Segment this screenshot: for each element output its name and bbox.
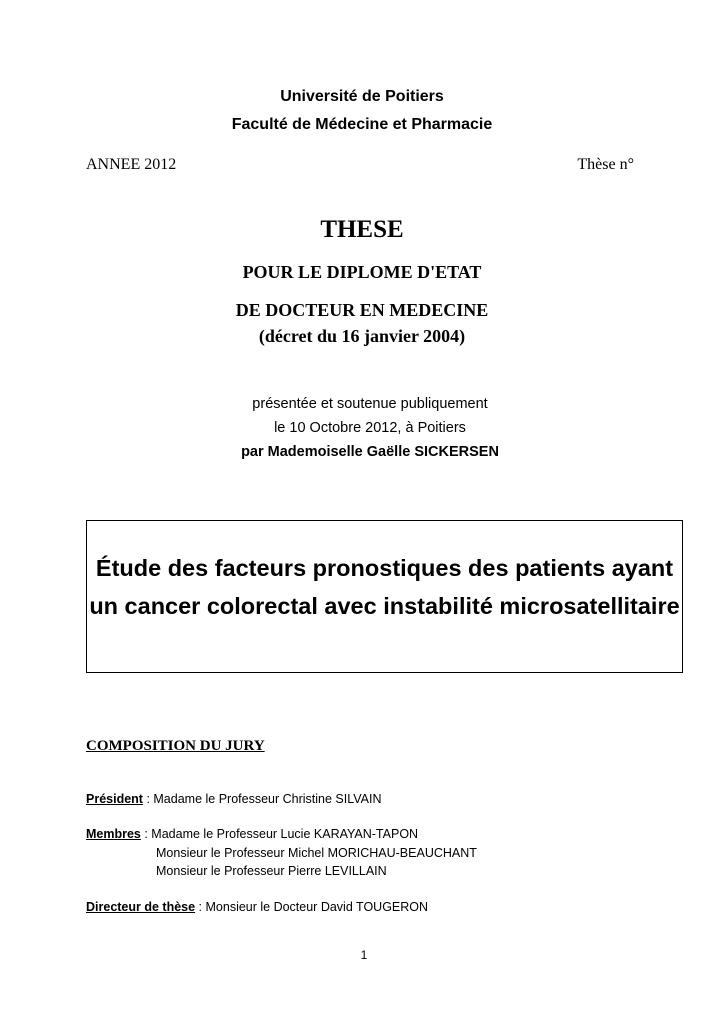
members-label: Membres xyxy=(86,827,141,841)
diploma-line-1: POUR LE DIPLOME D'ETAT xyxy=(242,262,482,282)
member-3: Monsieur le Professeur Pierre LEVILLAIN xyxy=(156,864,387,878)
president-label: Président xyxy=(86,792,143,806)
jury-members xyxy=(86,827,418,841)
president-name: : Madame le Professeur Christine SILVAIN xyxy=(142,792,382,806)
director-label: Directeur de thèse xyxy=(86,900,196,914)
university-name: Université de Poitiers xyxy=(280,88,444,105)
thesis-title-box xyxy=(86,520,683,673)
jury-president xyxy=(86,792,382,806)
jury-heading: COMPOSITION DU JURY xyxy=(86,738,265,754)
jury-director xyxy=(86,900,428,914)
director-name: : Monsieur le Docteur David TOUGERON xyxy=(195,900,429,914)
thesis-title-line-2: un cancer colorectal avec instabilité microsatellitaire xyxy=(89,593,680,619)
member-1: : Madame le Professeur Lucie KARAYAN-TAPON xyxy=(140,827,419,841)
diploma-line-2: DE DOCTEUR EN MEDECINE xyxy=(235,300,489,320)
member-2: Monsieur le Professeur Michel MORICHAU-BEAUCHANT xyxy=(156,846,477,860)
presentation-date: le 10 Octobre 2012, à Poitiers xyxy=(274,420,466,436)
page-number: 1 xyxy=(360,948,368,962)
presentation-line-1: présentée et soutenue publiquement xyxy=(252,396,488,412)
thesis-number-label: Thèse n° xyxy=(577,156,634,173)
year-label: ANNEE 2012 xyxy=(86,156,177,173)
thesis-heading: THESE xyxy=(320,216,404,243)
faculty-name: Faculté de Médecine et Pharmacie xyxy=(231,116,493,133)
thesis-title-line-1: Étude des facteurs pronostiques des patients ayant xyxy=(95,555,674,581)
decree-line: (décret du 16 janvier 2004) xyxy=(258,326,466,346)
presentation-author: par Mademoiselle Gaëlle SICKERSEN xyxy=(241,444,499,460)
